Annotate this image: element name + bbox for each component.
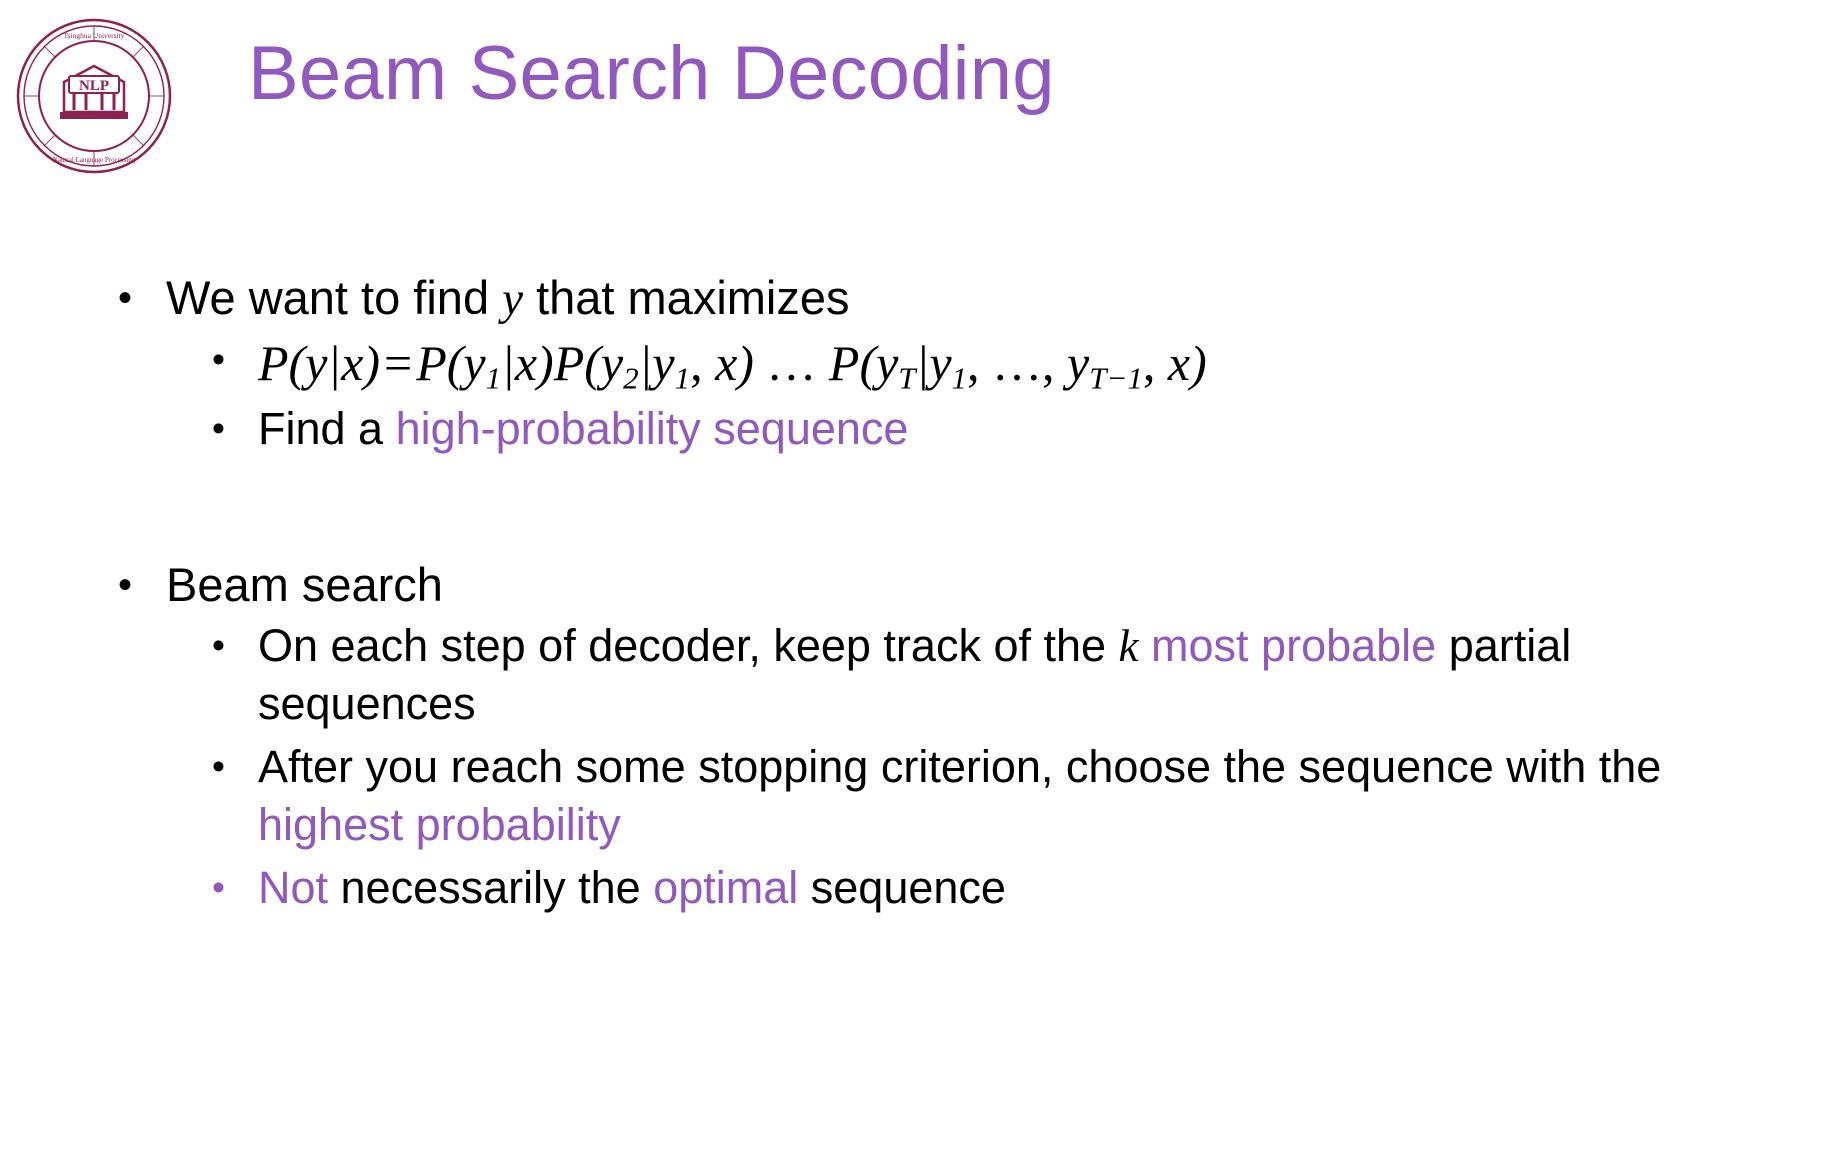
bullet-dot-icon: •	[212, 339, 225, 381]
eq-t3-dots: …	[992, 335, 1043, 392]
text-not: Not	[258, 861, 329, 913]
bullet-dot-icon: •	[118, 562, 133, 607]
list-item-on-each-step	[206, 617, 1800, 734]
text-beam-search: Beam search	[166, 557, 443, 611]
text-sequence: sequence	[798, 861, 1006, 913]
bullet-dot-icon: •	[118, 276, 133, 320]
eq-t1-p: P	[416, 335, 447, 392]
eq-t3-yT: y	[1067, 335, 1090, 392]
svg-text:Tsinghua University: Tsinghua University	[63, 31, 125, 40]
eq-t2-p: P	[553, 335, 585, 392]
eq-t1-close: )	[537, 335, 554, 392]
bullet-dot-icon: •	[212, 745, 225, 787]
bullet-dot-icon: •	[212, 866, 225, 908]
text-necessarily-the: necessarily the	[328, 861, 654, 913]
text-optimal: optimal	[653, 861, 799, 913]
text-on-each-step-prefix: On each step of decoder, keep track of the	[258, 619, 1119, 671]
eq-t1-x: x	[514, 335, 538, 392]
bullet-list-level1	[110, 268, 1800, 917]
svg-text:Natural Language Processing: Natural Language Processing	[52, 156, 136, 164]
math-variable-y: y	[502, 273, 524, 325]
list-item-beam-search	[110, 555, 1800, 615]
vertical-spacer	[110, 463, 1800, 555]
list-item-find-a-high-probability-sequence	[206, 400, 1800, 459]
eq-t3-y1: y	[929, 335, 952, 392]
eq-t3-comma3: ,	[1142, 335, 1168, 392]
eq-lhs-args: (y|x)	[288, 335, 380, 392]
list-item-we-want-to-find	[110, 268, 1800, 329]
math-variable-k: k	[1118, 620, 1139, 671]
text-that-maximizes: that maximizes	[523, 271, 850, 324]
list-item-after-you-reach	[206, 738, 1800, 855]
list-item-equation	[206, 331, 1800, 396]
eq-t3-x: x	[1167, 335, 1191, 392]
eq-t2-open: (	[584, 335, 601, 392]
text-high-probability-sequence: high-probability sequence	[395, 403, 909, 455]
bullet-dot-icon: •	[212, 624, 225, 666]
bullet-list-level2-second	[110, 617, 1800, 918]
eq-t3-close: )	[1190, 335, 1207, 392]
svg-text:NLP: NLP	[79, 78, 109, 94]
eq-t3-bar: |	[915, 335, 930, 392]
eq-t1-y: y	[463, 335, 486, 392]
slide-body	[110, 268, 1800, 921]
text-partial-sequences: partial sequences	[258, 619, 1572, 730]
eq-t2-close: )	[737, 335, 754, 392]
text-after-you-reach-prefix: After you reach some stopping criterion, choose the sequence with the	[258, 740, 1662, 792]
eq-lhs-p: P	[258, 335, 289, 392]
eq-t3-sub: T	[898, 360, 916, 396]
eq-t2-sub2: 1	[674, 360, 691, 396]
eq-t1-bar: |	[501, 335, 515, 392]
university-nlp-logo	[14, 16, 174, 176]
eq-t3-comma2: ,	[1042, 335, 1068, 392]
eq-t2-y: y	[600, 335, 624, 392]
text-we-want-to-find-prefix: We want to find	[166, 271, 503, 324]
eq-t3-subT: T−1	[1089, 360, 1143, 396]
eq-t2-y2: y	[652, 335, 675, 392]
bullet-dot-icon: •	[212, 408, 225, 450]
list-item-not-necessarily-optimal	[206, 859, 1800, 918]
eq-t2-x: x	[715, 335, 738, 392]
text-find-a: Find a	[258, 403, 396, 455]
bullet-list-level2-first	[110, 331, 1800, 459]
eq-t3-comma1: ,	[967, 335, 993, 392]
eq-t3-sub1: 1	[951, 360, 968, 396]
eq-t3-open: (	[859, 335, 877, 392]
eq-t2-bar: |	[638, 335, 653, 392]
eq-t3-p: P	[828, 335, 860, 392]
slide-title: Beam Search Decoding	[248, 31, 1055, 116]
eq-t3-y: y	[876, 335, 899, 392]
eq-ellipsis: …	[753, 335, 829, 392]
probability-chain-rule-equation	[258, 335, 1207, 396]
eq-t2-sub: 2	[623, 360, 639, 396]
text-most-probable: most probable	[1138, 619, 1437, 671]
eq-t1-sub: 1	[485, 360, 502, 396]
eq-equals: =	[383, 335, 413, 392]
eq-t2-comma: ,	[690, 335, 716, 392]
eq-t1-open: (	[446, 335, 464, 392]
text-highest-probability: highest probability	[258, 799, 621, 851]
